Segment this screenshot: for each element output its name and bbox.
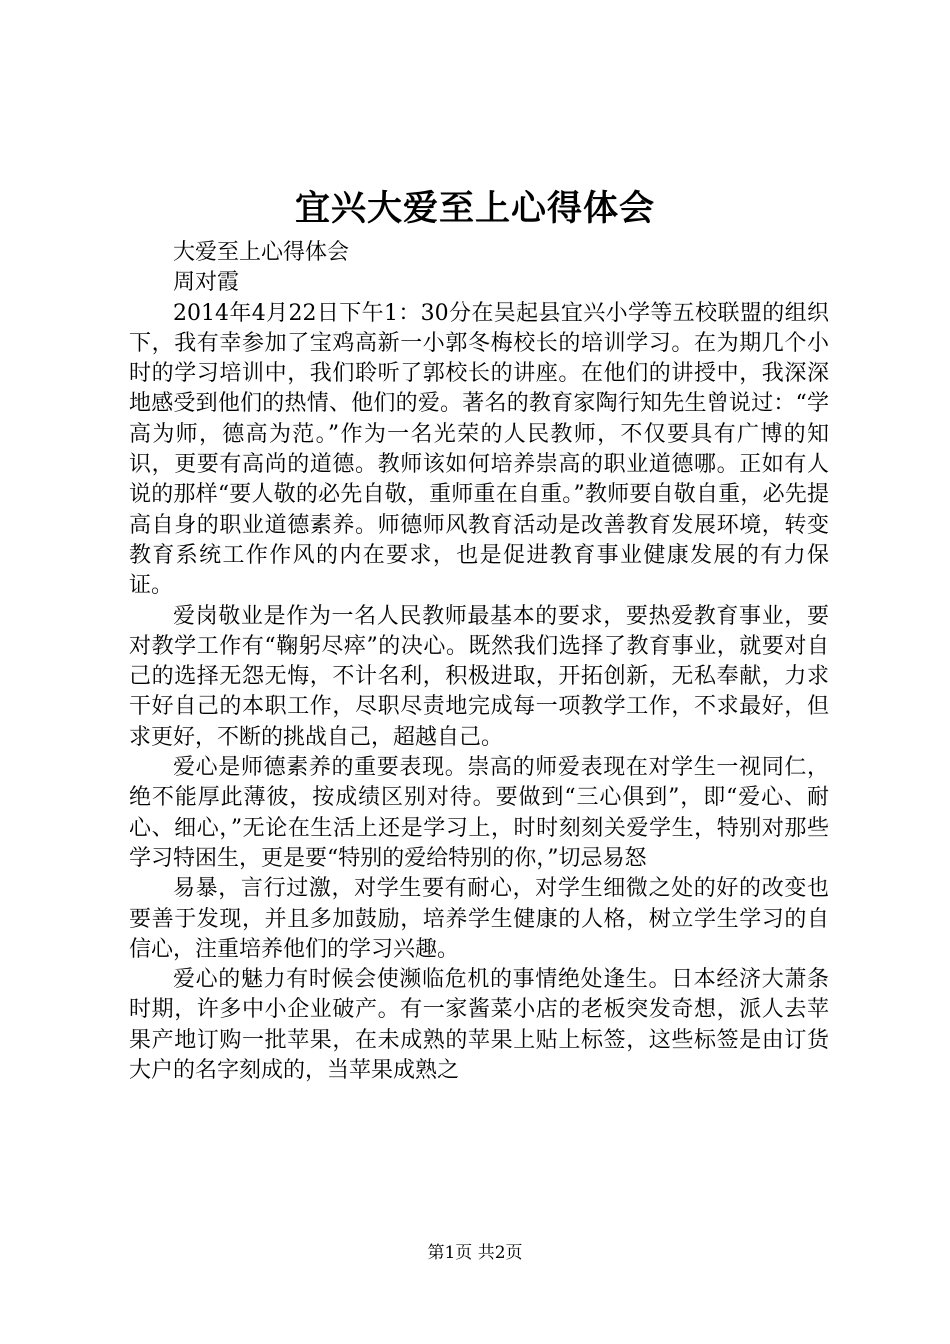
paragraph-1: 2014年4月22日下午1：30分在吴起县宜兴小学等五校联盟的组织下，我有幸参加了宝鸡高新一小郭冬梅校长的培训学习。在为期几个小时的学习培训中，我们聆听了郭校长的讲座。在他们的讲授中，我深深地感受到他们的热情、他们的爱。著名的教育家陶行知先生曾说过：“学高为师，德高为范。”作为一名光荣的人民教师，不仅要具有广博的知识，更要有高尚的道德。教师该如何培养崇高的职业道德哪。正如有人说的那样“要人敬的必先自敬，重师重在自重。”教师要自敬自重，必先提高自身的职业道德素养。师德师风教育活动是改善教育发展环境，转变教育系统工作作风的内在要求，也是促进教育事业健康发展的有力保证。 [129, 300, 829, 599]
paragraph-3: 爱心是师德素养的重要表现。崇高的师爱表现在对学生一视同仁，绝不能厚此薄彼，按成绩区别对待。要做到“三心俱到”，即“爱心、耐心、细心，”无论在生活上还是学习上，时时刻刻关爱学生，特别对那些学习特困生，更是要“特别的爱给特别的你，”切忌易怒 [129, 755, 829, 871]
subtitle-line: 大爱至上心得体会 [173, 240, 350, 265]
paragraph-4: 易暴，言行过激，对学生要有耐心，对学生细微之处的好的改变也要善于发现，并且多加鼓励，培养学生健康的人格，树立学生学习的自信心，注重培养他们的学习兴趣。 [129, 876, 829, 962]
paragraph-5: 爱心的魅力有时候会使濒临危机的事情绝处逢生。日本经济大萧条时期，许多中小企业破产。有一家酱菜小店的老板突发奇想，派人去苹果产地订购一批苹果，在未成熟的苹果上贴上标签，这些标签是由订货大户的名字刻成的，当苹果成熟之 [129, 967, 829, 1084]
document-body [129, 238, 829, 1086]
document-title: 宜兴大爱至上心得体会 [294, 189, 655, 229]
author-line: 周对霞 [173, 270, 240, 296]
paragraph-2: 爱岗敬业是作为一名人民教师最基本的要求，要热爱教育事业，要对教学工作有“鞠躬尽瘁”的决心。既然我们选择了教育事业，就要对自己的选择无怨无悔，不计名利，积极进取，开拓创新，无私奉献，力求干好自己的本职工作，尽职尽责地完成每一项教学工作，不求最好，但求更好，不断的挑战自己，超越自己。 [129, 603, 829, 750]
page-number-footer: 第1页 共2页 [427, 1243, 523, 1263]
